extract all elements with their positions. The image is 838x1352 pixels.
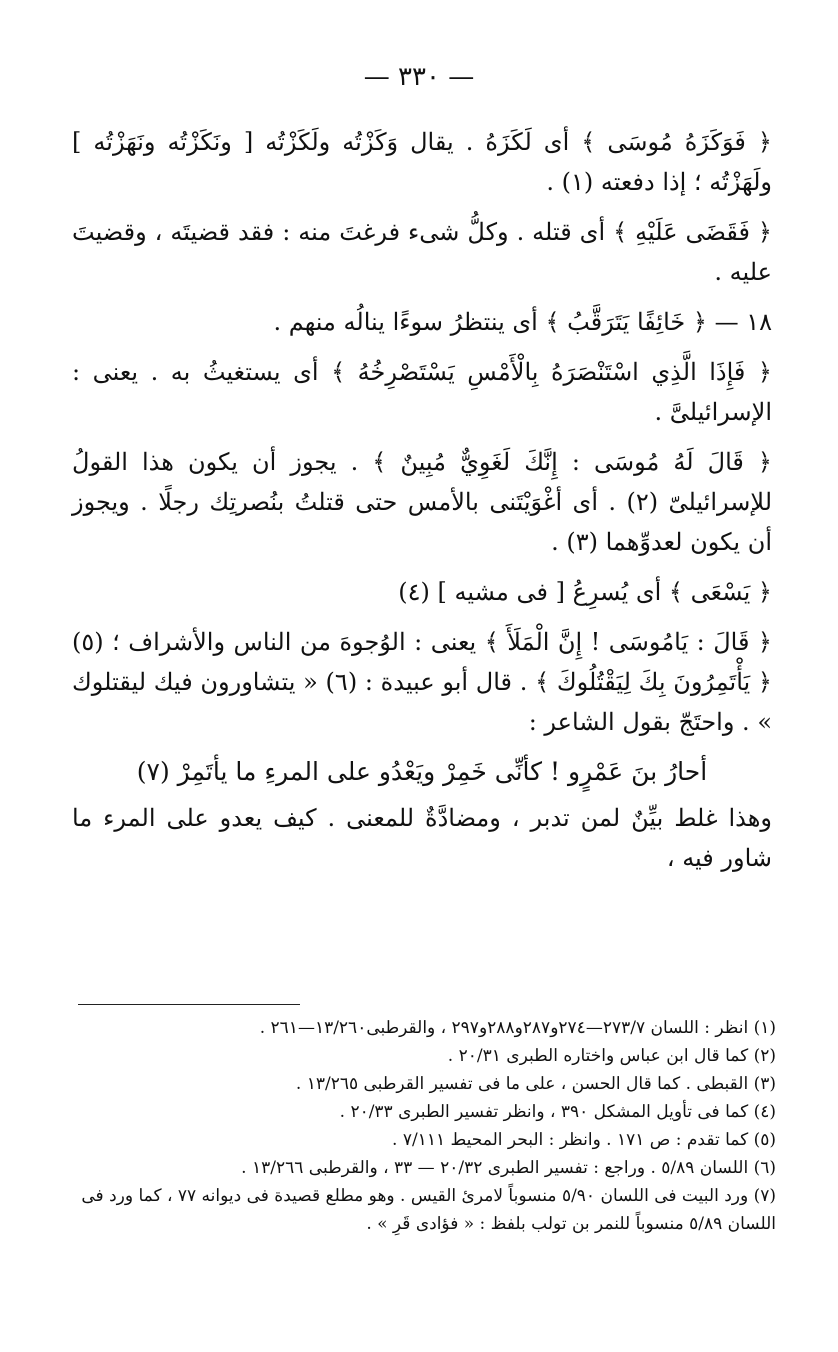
- paragraph-verse-18: ١٨ — ﴿ خَائِفًا يَتَرَقَّبُ ﴾ أى ينتظرُ سوءًا ينالُه منهم .: [273, 308, 772, 336]
- footnote-5: (٥) كما تقدم : ص ١٧١ . وانظر : البحر المحيط ٧/١١١ .: [392, 1130, 776, 1150]
- footnote-3: (٣) القبطى . كما قال الحسن ، على ما فى تفسير القرطبى ١٣/٢٦٥ .: [295, 1074, 776, 1094]
- paragraph-faqada: ﴿ فَقَضَى عَلَيْهِ ﴾ أى قتله . وكلُّ شىء فرغتَ منه : فقد قضيتَه ، وقضيتَ عليه .: [72, 218, 772, 286]
- footnote-1: (١) انظر : اللسان ٢٧٣/٧—٢٧٤و٢٨٧و٢٨٨و٢٩٧ ، والقرطبى١٣/٢٦٠—٢٦١ .: [259, 1018, 776, 1038]
- footnote-2: (٢) كما قال ابن عباس واختاره الطبرى ٢٠/٣١ .: [447, 1046, 776, 1066]
- paragraph-yastasrikhuhu: ﴿ فَإِذَا الَّذِي اسْتَنْصَرَهُ بِالْأَمْسِ يَسْتَصْرِخُهُ ﴾ أى يستغيثُ به . يعنى : الإسرائيلىَّ .: [72, 358, 772, 426]
- poetry-verse: أحارُ بنَ عَمْرٍو ! كأنِّى خَمِرْ ويَعْدُو على المرءِ ما يأتَمِرْ (٧): [136, 757, 708, 786]
- paragraph-laghawiyyun: ﴿ قَالَ لَهُ مُوسَى : إِنَّكَ لَغَوِيٌّ مُبِينٌ ﴾ . يجوز أن يكون هذا القولُ للإسرائيلىّ (٢) . أى أغْوَيْتَنى بالأمس حتى قتلتُ بنُصرتِك رجلًا . ويجوز أن يكون لعدوِّهما (٣) .: [72, 448, 773, 556]
- footnote-separator: [78, 1004, 300, 1005]
- footnote-4: (٤) كما فى تأويل المشكل ٣٩٠ ، وانظر تفسير الطبرى ٢٠/٣٣ .: [339, 1102, 776, 1122]
- page-number: — ٣٣٠ —: [363, 62, 475, 92]
- paragraph-almala: ﴿ قَالَ : يَامُوسَى ! إِنَّ الْمَلَأَ ﴾ يعنى : الوُجوهَ من الناس والأشراف ؛ (٥) ﴿ يَأْتَمِرُونَ بِكَ لِيَقْتُلُوكَ ﴾ . قال أبو عبيدة : (٦) « يتشاورون فيك ليقتلوك » . واحتَجّ بقول الشاعر :: [72, 628, 772, 736]
- paragraph-yasaa: ﴿ يَسْعَى ﴾ أى يُسرِعُ [ فى مشيه ] (٤): [398, 578, 772, 606]
- footnotes: [60, 1014, 776, 1238]
- paragraph-closing: وهذا غلط بيِّنٌ لمن تدبر ، ومضادَّةٌ للمعنى . كيف يعدو على المرء ما شاور فيه ،: [72, 804, 772, 872]
- main-text: [72, 122, 772, 888]
- footnote-6: (٦) اللسان ٥/٨٩ . وراجع : تفسير الطبرى ٢٠/٣٢ — ٣٣ ، والقرطبى ١٣/٢٦٦ .: [241, 1158, 776, 1178]
- paragraph-wakazahu: ﴿ فَوَكَزَهُ مُوسَى ﴾ أى لَكَزَهُ . يقال وَكَزْتُه ولَكَزْتُه [ ونَكَزْتُه ونَهَزْتُه ] ولَهَزْتُه ؛ إذا دفعته (١) .: [72, 128, 772, 196]
- footnote-7: (٧) ورد البيت فى اللسان ٥/٩٠ منسوباً لامرئ القيس . وهو مطلع قصيدة فى ديوانه ٧٧ ، كما ورد فى اللسان ٥/٨٩ منسوباً للنمر بن تولب بلفظ : « فؤادى قَرِ » .: [81, 1186, 776, 1234]
